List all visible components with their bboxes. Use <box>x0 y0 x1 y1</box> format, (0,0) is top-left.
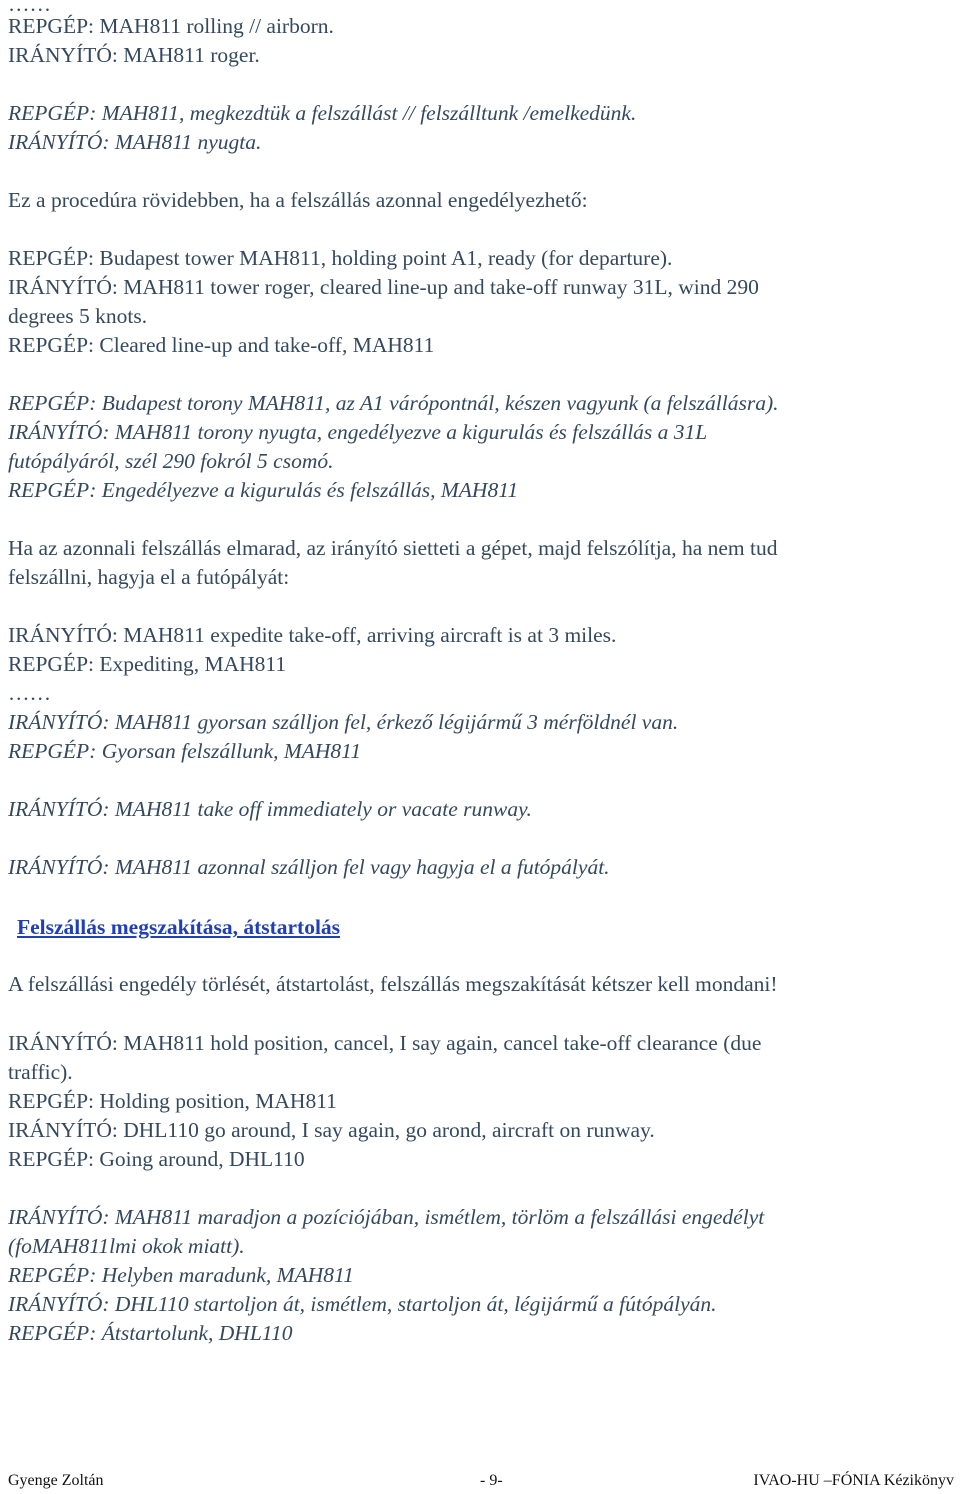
text-line: REPGÉP: Cleared line-up and take-off, MAH811 <box>8 333 435 357</box>
text-line: felszállni, hagyja el a futópályát: <box>8 565 290 589</box>
text-line: IRÁNYÍTÓ: MAH811 maradjon a pozíciójában, ismétlem, törlöm a felszállási engedélyt <box>8 1205 765 1229</box>
text-line: traffic). <box>8 1060 73 1084</box>
text-line: REPGÉP: Going around, DHL110 <box>8 1147 305 1171</box>
footer-document-title: IVAO-HU –FÓNIA Kézikönyv <box>753 1472 954 1489</box>
text-line: …… <box>8 0 51 16</box>
text-line: REPGÉP: Holding position, MAH811 <box>8 1089 337 1113</box>
text-line: Ha az azonnali felszállás elmarad, az irányító sietteti a gépet, majd felszólítja, ha nem tud <box>8 536 778 560</box>
text-line: REPGÉP: Gyorsan felszállunk, MAH811 <box>8 739 362 763</box>
text-line: (foMAH811lmi okok miatt). <box>8 1234 245 1258</box>
text-line: …… <box>8 681 51 705</box>
text-line: IRÁNYÍTÓ: MAH811 gyorsan szálljon fel, érkező légijármű 3 mérföldnél van. <box>8 710 679 734</box>
text-line: IRÁNYÍTÓ: MAH811 hold position, cancel, I say again, cancel take-off clearance (due <box>8 1031 762 1055</box>
text-line: futópályáról, szél 290 fokról 5 csomó. <box>8 449 334 473</box>
text-line: REPGÉP: Engedélyezve a kigurulás és felszállás, MAH811 <box>8 478 519 502</box>
section-heading: Felszállás megszakítása, átstartolás <box>17 915 341 939</box>
text-line: REPGÉP: Átstartolunk, DHL110 <box>8 1321 293 1345</box>
text-line: IRÁNYÍTÓ: MAH811 tower roger, cleared line-up and take-off runway 31L, wind 290 <box>8 275 759 299</box>
text-line: IRÁNYÍTÓ: DHL110 go around, I say again, go arond, aircraft on runway. <box>8 1118 655 1142</box>
text-line: REPGÉP: Budapest tower MAH811, holding point A1, ready (for departure). <box>8 246 673 270</box>
footer-page-number: - 9- <box>480 1472 503 1489</box>
text-line: REPGÉP: MAH811, megkezdtük a felszállást // felszálltunk /emelkedünk. <box>8 101 637 125</box>
text-line: IRÁNYÍTÓ: DHL110 startoljon át, ismétlem, startoljon át, légijármű a fútópályán. <box>8 1292 717 1316</box>
text-line: IRÁNYÍTÓ: MAH811 torony nyugta, engedélyezve a kigurulás és felszállás a 31L <box>8 420 708 444</box>
footer-author: Gyenge Zoltán <box>8 1472 104 1489</box>
text-line: IRÁNYÍTÓ: MAH811 expedite take-off, arriving aircraft is at 3 miles. <box>8 623 617 647</box>
text-line: REPGÉP: MAH811 rolling // airborn. <box>8 14 334 38</box>
text-line: IRÁNYÍTÓ: MAH811 azonnal szálljon fel vagy hagyja el a futópályát. <box>8 855 610 879</box>
text-line: degrees 5 knots. <box>8 304 148 328</box>
text-line: A felszállási engedély törlését, átstartolást, felszállás megszakítását kétszer kell mondani! <box>8 972 778 996</box>
text-line: REPGÉP: Budapest torony MAH811, az A1 várópontnál, készen vagyunk (a felszállásra). <box>8 391 779 415</box>
text-line: IRÁNYÍTÓ: MAH811 take off immediately or vacate runway. <box>8 797 532 821</box>
text-line: REPGÉP: Helyben maradunk, MAH811 <box>8 1263 354 1287</box>
text-line: IRÁNYÍTÓ: MAH811 nyugta. <box>8 130 262 154</box>
text-line: REPGÉP: Expediting, MAH811 <box>8 652 287 676</box>
text-line: IRÁNYÍTÓ: MAH811 roger. <box>8 43 260 67</box>
text-line: Ez a procedúra rövidebben, ha a felszállás azonnal engedélyezhető: <box>8 188 588 212</box>
